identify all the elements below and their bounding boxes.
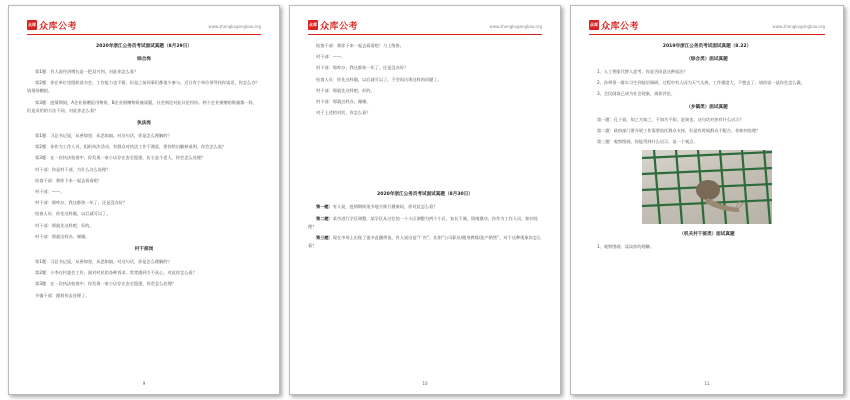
document-page-1	[8, 5, 280, 395]
header-divider	[27, 34, 261, 35]
brand-logo	[308, 19, 358, 31]
page-number: 11	[704, 381, 710, 386]
body-paragraph: 检查干部：那你下来一起去看看吧！	[35, 177, 103, 183]
section-heading: 综合岗	[137, 57, 151, 62]
section-heading: 执法岗	[137, 121, 151, 127]
brand-name: 众库公考	[39, 21, 78, 32]
question-text: 某市进行学区调整，某学区从过往的一个小区调整为两个小区，家长不满，情绪激动，你作为工作人员，如何处理？	[308, 215, 538, 229]
site-url: www.zhongkugongkao.org	[772, 24, 825, 29]
question-paragraph	[308, 203, 542, 211]
body-paragraph: 检查人员：你先这样做，以后就可以了。	[35, 211, 111, 217]
question-text: 有人说，疫情期间很多地方推行健康码，你对此怎么看？	[332, 204, 438, 210]
body-paragraph: 村干部：——。	[316, 54, 346, 60]
body-paragraph: 多镇干部：跟着你去处理了。	[35, 292, 90, 298]
section-heading: 村干部岗	[134, 247, 154, 253]
body-paragraph: 村干部：那咋办，我这都快一年了，还是没办好？	[35, 200, 128, 206]
exam-title: 2020年浙江公务员考试面试真题（8月29日）	[96, 44, 192, 49]
body-paragraph: 2、你带领一群实习生到基层调研，过程中有人因为天气太热，工作强度大，不想去了，请你谈一谈你会怎么做。	[597, 80, 805, 86]
body-paragraph: 第2题：你在单位里组织读书会，工作能力也不错，但是之前同事们都很少参与。近日有个单位领导找你谈话，你怎么办？请现场模拟。	[27, 80, 260, 94]
logo-mark-icon: 众库	[27, 20, 37, 30]
site-url: www.zhongkugongkao.org	[208, 24, 261, 29]
body-paragraph: 第3题：疫情期间，A企业捐赠医用物资，B企业捐赠物资被质疑，社会舆论对此议论纷纷。两个企业捐赠的数量都一样，但是采用的方法不同，对此你怎么看？	[27, 99, 257, 113]
body-paragraph: 1、人工智能代替人思考，你是否同意这种说法？	[597, 69, 688, 74]
body-paragraph: 村干部：——。	[35, 189, 65, 195]
body-paragraph: 第1题：习总书记说，从善如登，从恶如崩。对这句话，你是怎么理解的？	[35, 133, 172, 139]
body-paragraph: 村干部：那就这样办，谢谢。	[35, 233, 90, 239]
body-paragraph: 对于上述的对话，你怎么看？	[316, 110, 371, 116]
body-paragraph: 村干部：你是村干部，为什么这么处理？	[35, 166, 111, 172]
exam-title: 2020年浙江公务员考试面试真题（8月30日）	[377, 192, 473, 198]
question-paragraph	[308, 234, 542, 250]
body-paragraph: 第2题：小李在村委会工作，面对村民的各种诉求，常常感到力不从心，对此你怎么看？	[35, 270, 197, 276]
logo-mark-icon: 众库	[589, 20, 599, 30]
section-heading: （综合类）面试真题	[686, 57, 728, 62]
brand-name: 众库公考	[320, 21, 359, 32]
brand-logo	[27, 19, 77, 31]
exam-title: 2019年浙江公务员考试面试真题（8.22）	[662, 44, 752, 49]
page-number: 10	[422, 381, 428, 386]
body-paragraph: 村干部：那就先这样吧，好的。	[316, 87, 375, 93]
body-paragraph: 村干部：那就这样办，谢谢。	[316, 99, 371, 105]
header-divider	[308, 34, 542, 35]
body-paragraph: 第3题：在一次执法检查中，你发现一家小店存在安全隐患，你会怎么处理？	[35, 281, 176, 287]
snail-fence-photo	[642, 150, 772, 224]
document-page-3	[570, 5, 844, 395]
body-paragraph: 第三题：观察图画，你能得到什么启示，谈一个观点。	[597, 139, 698, 145]
page-body	[589, 42, 825, 254]
body-paragraph: 第1题：有人说经济增长是一把双刃剑，对此你怎么看？	[35, 69, 139, 74]
page-body	[27, 42, 261, 303]
question-lead: 第二题：	[316, 215, 333, 221]
page-body	[308, 42, 542, 253]
page-number: 9	[142, 381, 146, 386]
question-lead: 第一题：	[316, 204, 333, 210]
question-lead: 第三题：	[316, 235, 333, 241]
site-url: www.zhongkugongkao.org	[489, 24, 542, 29]
header-divider	[589, 34, 825, 35]
body-paragraph: 第1题：习总书记说，从善如登，从恶如崩。对这句话，你是怎么理解的？	[35, 259, 172, 265]
body-paragraph: 检查干部：那你下来一起去看看吧！与上级协。	[316, 43, 404, 48]
body-paragraph: 第2题：你作为工作人员，组织执法活动，有群众对执法工作不满意，要你给出解释说明，你会怎么说？	[35, 144, 227, 150]
brand-logo	[589, 19, 639, 31]
body-paragraph: 第3题：在一次执法检查中，你发现一家小店存在安全隐患，店主是个老人，你会怎么处理？	[35, 155, 206, 161]
logo-mark-icon: 众库	[308, 20, 318, 30]
document-page-2	[289, 5, 561, 395]
body-paragraph: 3、全民阅读已成为社会现象，请你评论。	[597, 91, 676, 97]
body-paragraph: 第二题：政府部门要开展工作需要依托群众支持，但是有时候群众不配合，你如何处理？	[597, 127, 761, 133]
section-heading: （机关村干部类）面试真题	[679, 232, 735, 238]
body-paragraph: 第一题：孔子说，知之为知之，不知为不知，是知也。这句话对你有什么启示？	[597, 116, 744, 122]
question-text: 现在市场上出现了很多直播带货，有人说这是“广告”，比如“公司职员/健身教练/流产销售”，对于这种现象你怎么看？	[308, 235, 542, 249]
section-heading: （乡镇类）面试真题	[686, 104, 728, 110]
body-paragraph: 村干部：那就先这样吧，好的。	[35, 222, 94, 228]
body-paragraph: 检查人员：你先这样做，以后就可以了，不会再出现这样的问题了。	[316, 76, 442, 82]
brand-name: 众库公考	[601, 21, 640, 32]
body-paragraph: 1、观察图画，谈谈你的理解。	[597, 244, 655, 250]
body-paragraph: 村干部：那咋办，我这都快一年了，还是没办好？	[316, 65, 409, 71]
section-spacer	[308, 120, 542, 190]
question-paragraph	[308, 215, 542, 231]
